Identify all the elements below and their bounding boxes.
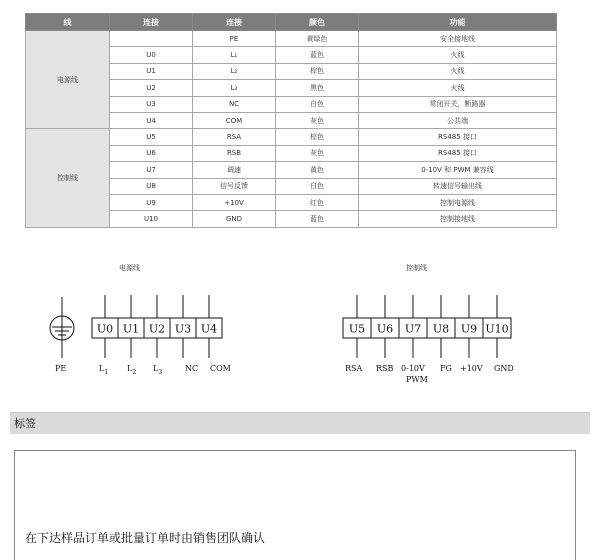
cell-pin: RSA (193, 129, 276, 145)
header-function: 功能 (359, 14, 557, 31)
cell-pin: COM (193, 112, 276, 128)
cell-connection: U6 (110, 145, 193, 161)
wiring-diagrams (0, 255, 600, 400)
cell-color: 蓝色 (276, 211, 359, 227)
cell-pin: 信号反馈 (193, 178, 276, 194)
pin-label: U4 (200, 322, 218, 336)
label-section-header: 标签 (10, 412, 590, 434)
header-wire: 线 (26, 14, 110, 31)
cell-function: 0-10V 和 PWM 兼容线 (359, 162, 557, 178)
label-gnd: GND (494, 364, 514, 373)
pin-label: U9 (460, 322, 478, 336)
power-label-row (99, 364, 231, 376)
header-color: 颜色 (276, 14, 359, 31)
cell-function: 火线 (359, 47, 557, 63)
cell-connection: U8 (110, 178, 193, 194)
pin-label: U2 (148, 322, 166, 336)
cell-function: 公共端 (359, 112, 557, 128)
header-connection-2: 连接 (193, 14, 276, 31)
cell-color: 白色 (276, 96, 359, 112)
label-0-10v: 0-10V (401, 364, 425, 373)
label-l1: $L_1$ (99, 364, 109, 376)
power-diagram-title: 电源线 (119, 264, 140, 272)
cell-function: 火线 (359, 63, 557, 79)
cell-connection: U5 (110, 129, 193, 145)
ground-symbol-icon (50, 297, 74, 358)
cell-color: 棕色 (276, 63, 359, 79)
cell-connection: U7 (110, 162, 193, 178)
cell-function: 火线 (359, 80, 557, 96)
cell-function: 控制电源线 (359, 194, 557, 210)
table-row (26, 129, 557, 145)
cell-color: 黑色 (276, 80, 359, 96)
cell-connection: U10 (110, 211, 193, 227)
cell-function: RS485 接口 (359, 129, 557, 145)
label-fg: FG (440, 364, 452, 373)
cell-function: 转速信号输出线 (359, 178, 557, 194)
cell-color: 棕色 (276, 129, 359, 145)
cell-pin: +10V (193, 194, 276, 210)
cell-function: 常闭开关，断路器 (359, 96, 557, 112)
cell-connection: U3 (110, 96, 193, 112)
control-diagram-title: 控制线 (406, 264, 427, 272)
group-cell: 电源线 (26, 31, 110, 129)
label-rsb: RSB (376, 364, 394, 373)
control-label-row (345, 364, 514, 384)
pin-label: U6 (376, 322, 394, 336)
cell-pin: 调速 (193, 162, 276, 178)
cell-pin: L₁ (193, 47, 276, 63)
pin-label: U1 (122, 322, 140, 336)
label-pe: PE (55, 364, 67, 373)
cell-color: 白色 (276, 178, 359, 194)
label-note-text: 在下达样品订单或批量订单时由销售团队确认 (25, 531, 266, 545)
cell-pin: GND (193, 211, 276, 227)
cell-color: 蓝色 (276, 47, 359, 63)
header-connection: 连接 (110, 14, 193, 31)
cell-color: 红色 (276, 194, 359, 210)
label-l2: $L_2$ (127, 364, 137, 376)
control-pin-block (343, 295, 511, 358)
wiring-table (25, 13, 557, 228)
label-com: COM (210, 364, 231, 373)
cell-connection: U2 (110, 80, 193, 96)
label-pwm: PWM (406, 375, 428, 384)
table-row (26, 31, 557, 47)
label-plus10v: +10V (460, 364, 483, 373)
pin-label: U5 (348, 322, 366, 336)
pin-label: U7 (404, 322, 422, 336)
cell-pin: L₂ (193, 63, 276, 79)
label-rsa: RSA (345, 364, 363, 373)
cell-pin: RSB (193, 145, 276, 161)
cell-function: RS485 接口 (359, 145, 557, 161)
cell-connection: U0 (110, 47, 193, 63)
label-nc: NC (185, 364, 199, 373)
label-l3: $L_3$ (153, 364, 163, 376)
group-cell: 控制线 (26, 129, 110, 227)
table-header-row (26, 14, 557, 31)
cell-pin: L₃ (193, 80, 276, 96)
wiring-table-container (25, 13, 556, 228)
power-pin-block (92, 295, 222, 358)
cell-function: 安全接地线 (359, 31, 557, 47)
cell-pin: NC (193, 96, 276, 112)
pin-label: U3 (174, 322, 192, 336)
cell-color: 黄色 (276, 162, 359, 178)
cell-color: 灰色 (276, 145, 359, 161)
table-body (26, 31, 557, 228)
cell-connection: U4 (110, 112, 193, 128)
cell-color: 灰色 (276, 112, 359, 128)
pin-label: U8 (432, 322, 450, 336)
cell-pin: PE (193, 31, 276, 47)
cell-connection: U1 (110, 63, 193, 79)
cell-connection: U9 (110, 194, 193, 210)
pin-label: U10 (485, 322, 509, 336)
cell-color: 黄绿色 (276, 31, 359, 47)
cell-function: 控制接地线 (359, 211, 557, 227)
label-note-box (14, 450, 576, 560)
pin-label: U0 (96, 322, 114, 336)
cell-connection (110, 31, 193, 47)
